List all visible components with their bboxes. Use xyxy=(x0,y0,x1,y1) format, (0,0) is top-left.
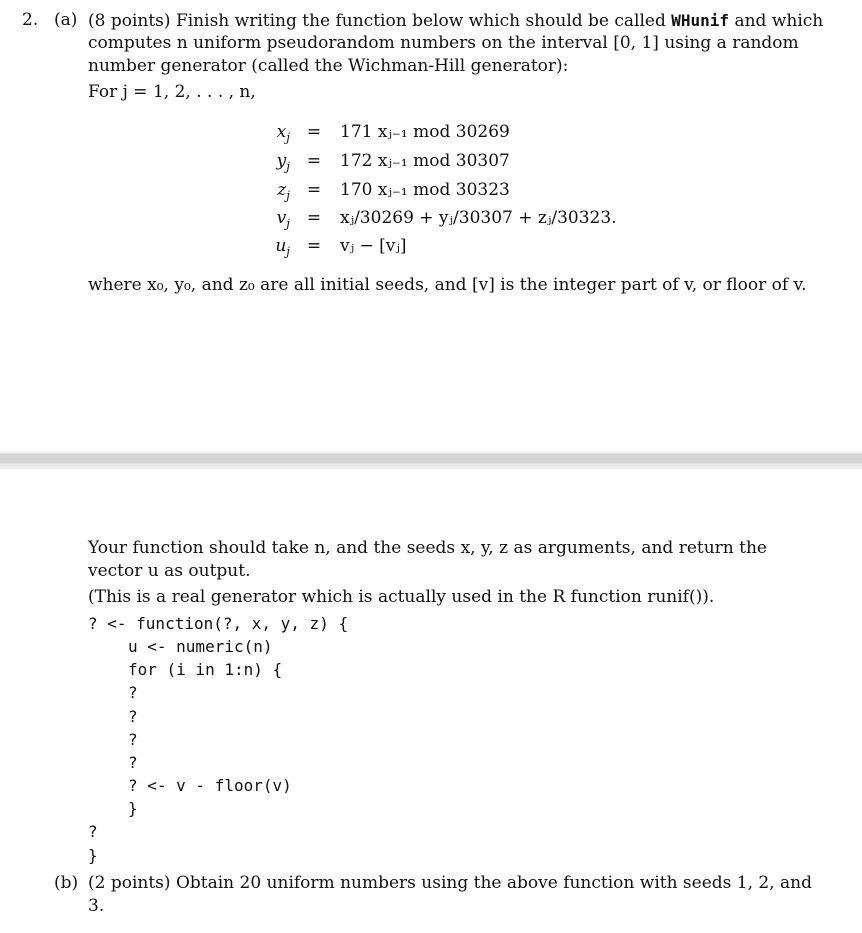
code-line: ? <- function(?, x, y, z) { xyxy=(88,614,349,633)
instructions-line2: vector u as output. xyxy=(88,561,251,581)
part-a-intro-line1 xyxy=(88,9,824,33)
part-a-points: (8 points) xyxy=(88,11,171,31)
equation-lhs: $v_j$ xyxy=(276,208,290,231)
equation-rhs: vⱼ − [vⱼ] xyxy=(340,236,407,256)
equation-rhs: xⱼ/30269 + yⱼ/30307 + zⱼ/30323. xyxy=(340,208,617,228)
instructions-line1: Your function should take n, and the seeds x, y, z as arguments, and return the xyxy=(88,538,767,558)
code-line: for (i in 1:n) { xyxy=(128,660,283,679)
equals-sign: = xyxy=(306,151,322,171)
code-line: ? xyxy=(128,707,138,726)
code-line: ? xyxy=(128,683,138,702)
part-a-label: (a) xyxy=(54,10,78,30)
runif-note: (This is a real generator which is actually used in the R function runif()). xyxy=(88,587,715,607)
equals-sign: = xyxy=(306,208,322,228)
equation-rhs: 171 xⱼ₋₁ mod 30269 xyxy=(340,122,510,142)
equation-rhs: 172 xⱼ₋₁ mod 30307 xyxy=(340,151,510,171)
where-line: where x₀, y₀, and z₀ are all initial seeds, and [v] is the integer part of v, or floor of v. xyxy=(88,275,807,295)
equation-lhs: $z_j$ xyxy=(277,180,290,203)
for-line: For j = 1, 2, . . . , n, xyxy=(88,82,256,102)
part-b-label: (b) xyxy=(54,873,79,893)
page-divider xyxy=(0,451,862,469)
equation-lhs: $u_j$ xyxy=(275,236,290,259)
code-line: } xyxy=(128,799,138,818)
part-b-text-line1: (2 points) Obtain 20 uniform numbers using the above function with seeds 1, 2, and xyxy=(88,873,813,893)
equals-sign: = xyxy=(306,122,322,142)
code-line: } xyxy=(88,846,98,865)
equation-rhs: 170 xⱼ₋₁ mod 30323 xyxy=(340,180,510,200)
equation-lhs: $y_j$ xyxy=(276,151,290,174)
part-a-intro-line3: number generator (called the Wichman-Hill generator): xyxy=(88,56,569,76)
equals-sign: = xyxy=(306,236,322,256)
equals-sign: = xyxy=(306,180,322,200)
code-line: ? xyxy=(128,730,138,749)
function-name: WHunif xyxy=(671,11,730,30)
part-a-intro-text: Finish writing the function below which should be called xyxy=(175,11,666,31)
code-line: ? xyxy=(88,822,98,841)
code-line: ? <- v - floor(v) xyxy=(128,776,292,795)
part-b-text-line2: 3. xyxy=(88,896,105,916)
code-line: u <- numeric(n) xyxy=(128,637,273,656)
part-a-intro-end: and which xyxy=(734,11,824,31)
problem-number: 2. xyxy=(22,10,39,30)
equation-lhs: $x_j$ xyxy=(276,122,290,145)
part-a-intro-line2: computes n uniform pseudorandom numbers on the interval [0, 1] using a random xyxy=(88,33,799,53)
code-line: ? xyxy=(128,753,138,772)
